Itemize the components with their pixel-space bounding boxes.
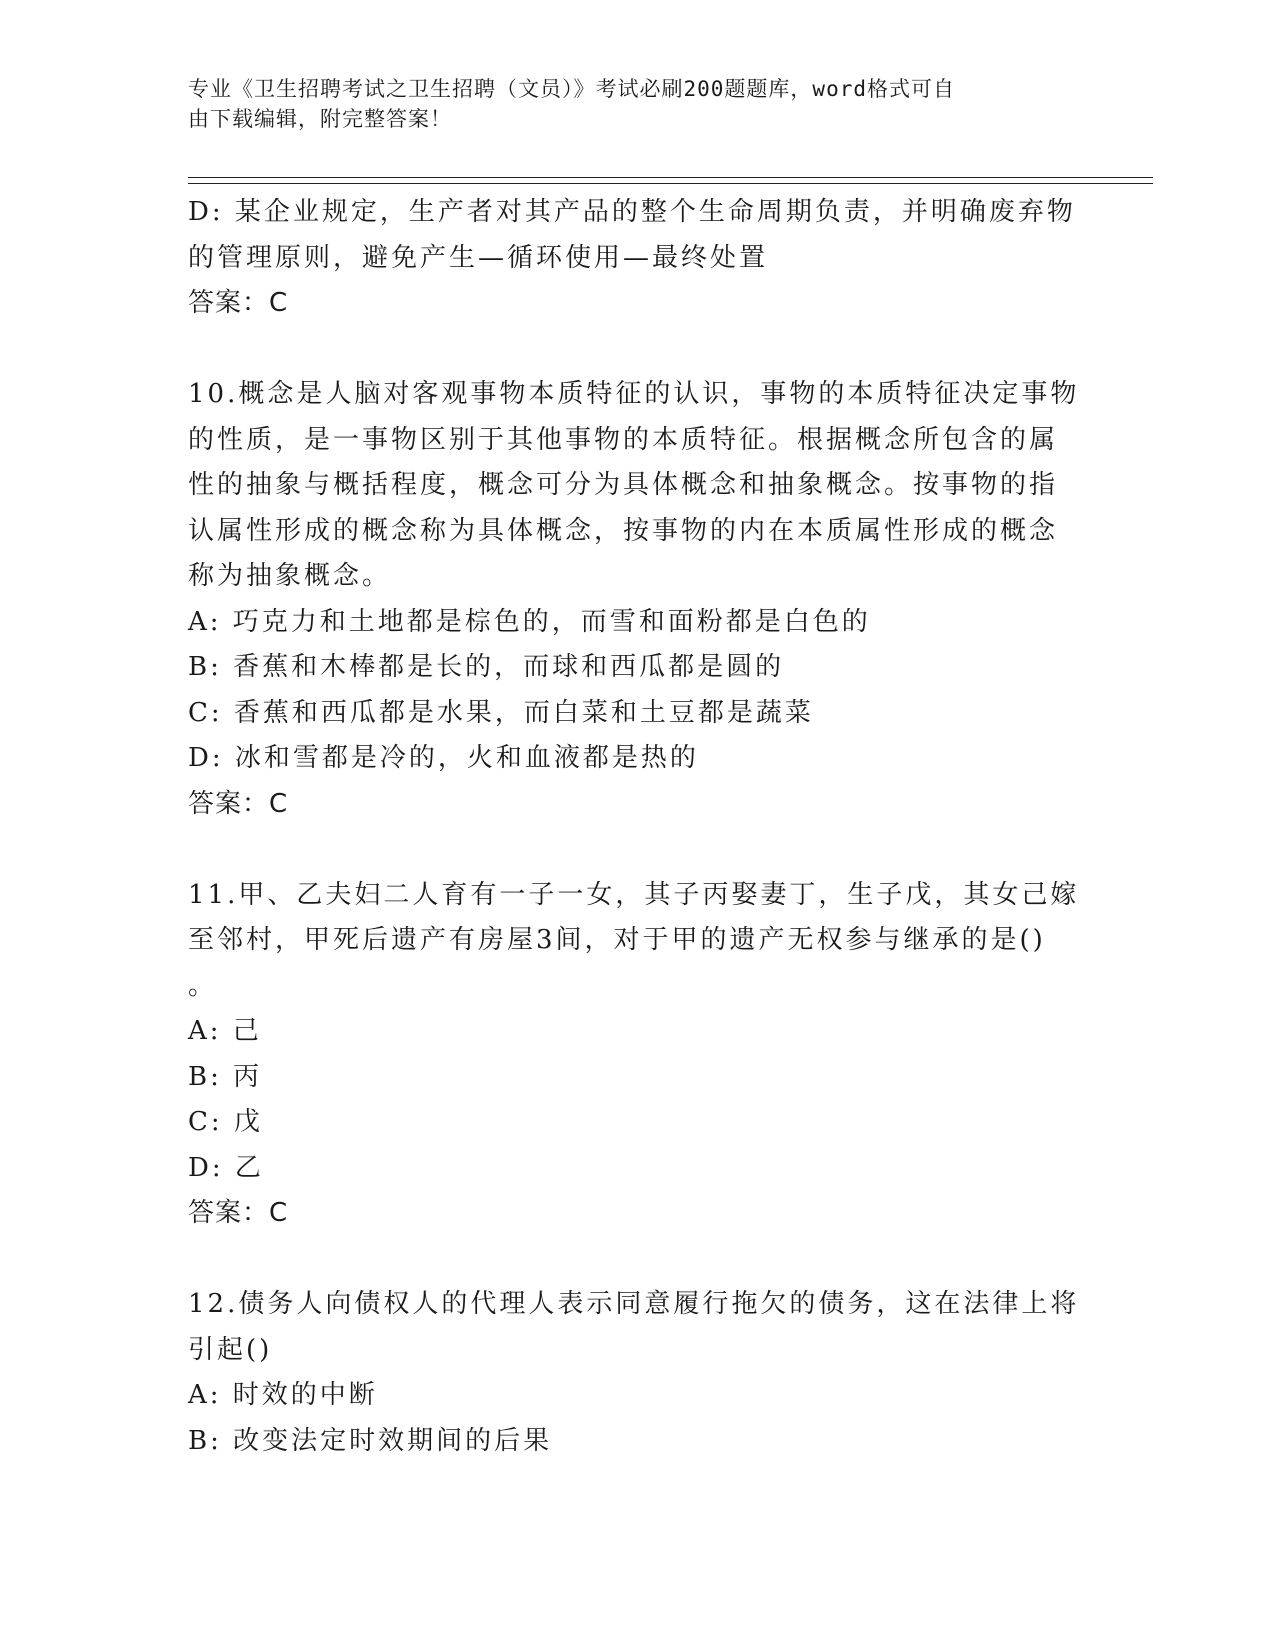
spacer — [188, 327, 1088, 373]
document-body — [188, 190, 1088, 1464]
header-line-1: 专业《卫生招聘考试之卫生招聘（文员）》考试必刷200题题库，word格式可自 — [188, 77, 955, 101]
header-rule-top — [188, 177, 1153, 178]
document-header — [188, 74, 1088, 134]
answer-label: 答案：C — [188, 288, 289, 318]
option-b: B: 丙 — [188, 1061, 263, 1092]
question-stem-line: 10.概念是人脑对客观事物本质特征的认识，事物的本质特征决定事物 — [188, 379, 1080, 409]
question-stem-line: 。 — [188, 970, 218, 1001]
option-c: C: 香蕉和西瓜都是水果，而白菜和土豆都是蔬菜 — [188, 697, 814, 728]
header-rule-bottom — [188, 183, 1153, 184]
question-stem-line: 12.债务人向债权人的代理人表示同意履行拖欠的债务，这在法律上将 — [188, 1289, 1080, 1319]
question-9-tail — [188, 190, 1088, 327]
option-a: A: 己 — [188, 1016, 262, 1046]
option-d: D: 乙 — [188, 1152, 264, 1183]
spacer — [188, 827, 1088, 873]
question-10 — [188, 372, 1088, 827]
option-d: D: 冰和雪都是冷的，火和血液都是热的 — [188, 743, 699, 773]
option-c: C: 戊 — [188, 1107, 263, 1137]
question-12 — [188, 1282, 1088, 1464]
question-stem-line: 引起() — [188, 1334, 273, 1365]
option-b: B: 香蕉和木棒都是长的，而球和西瓜都是圆的 — [188, 652, 785, 682]
question-11 — [188, 873, 1088, 1237]
question-stem-line: 性的抽象与概括程度，概念可分为具体概念和抽象概念。按事物的指 — [188, 470, 1059, 500]
spacer — [188, 1237, 1088, 1283]
option-b: B: 改变法定时效期间的后果 — [188, 1425, 553, 1456]
answer-label: 答案：C — [188, 788, 289, 819]
question-stem-line: 11.甲、乙夫妇二人育有一子一女，其子丙娶妻丁，生子戊，其女己嫁 — [188, 879, 1080, 910]
answer-label: 答案：C — [188, 1198, 289, 1228]
question-stem-line: 至邻村，甲死后遗产有房屋3间，对于甲的遗产无权参与继承的是() — [188, 925, 1046, 955]
question-stem-line: 称为抽象概念。 — [188, 561, 392, 591]
option-d-line-1: D: 某企业规定，生产者对其产品的整个生命周期负责，并明确废弃物 — [188, 197, 1076, 227]
option-d-line-2: 的管理原则，避免产生—循环使用—最终处置 — [188, 242, 769, 273]
option-a: A: 巧克力和土地都是棕色的，而雪和面粉都是白色的 — [188, 606, 871, 637]
header-line-2: 由下载编辑，附完整答案！ — [188, 107, 452, 131]
question-stem-line: 的性质，是一事物区别于其他事物的本质特征。根据概念所包含的属 — [188, 424, 1059, 455]
option-a: A: 时效的中断 — [188, 1380, 378, 1410]
question-stem-line: 认属性形成的概念称为具体概念，按事物的内在本质属性形成的概念 — [188, 515, 1059, 546]
